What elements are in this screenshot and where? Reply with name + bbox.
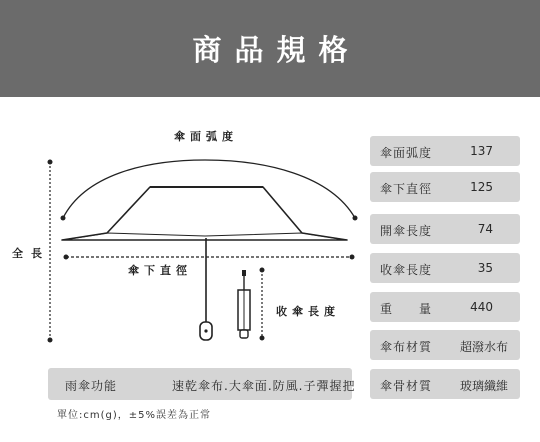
spec-label: 開傘長度 [380,224,433,238]
spec-row-canopy-material [370,330,520,360]
features-box [48,368,356,400]
page-title: 商品規格 [192,33,361,67]
spec-label: 傘布材質 [380,340,433,354]
features-value: 速乾傘布.大傘面.防風.子彈握把 [172,379,356,393]
total-length-label: 全長 [12,247,50,260]
under-diameter-label: 傘下直徑 [128,264,192,277]
spec-row-open-length [370,214,520,244]
unit-note: 單位:cm(g)，±5%誤差為正常 [57,410,212,421]
spec-row-rib-material [370,369,520,399]
spec-row-weight [370,292,520,322]
spec-label: 收傘長度 [380,263,433,277]
spec-row-under-diameter [370,172,520,202]
spec-label: 傘骨材質 [380,379,433,393]
arc-dimension-dot-right [353,216,358,221]
header-banner [0,0,540,97]
spec-value: 玻璃纖維 [459,379,508,393]
folded-umbrella-tip [242,270,246,276]
spec-value: 74 [477,222,493,236]
spec-value: 440 [470,300,493,314]
spec-value: 35 [477,261,493,275]
folded-length-label: 收傘長度 [276,305,340,318]
arc-dimension-dot-left [61,216,66,221]
spec-label: 重 量 [380,302,433,316]
umbrella-canopy-icon [62,187,347,240]
spec-label: 傘下直徑 [380,182,433,196]
features-label: 雨傘功能 [65,379,118,393]
spec-value: 125 [470,180,493,194]
spec-value: 137 [470,144,493,158]
spec-row-arc [370,136,520,166]
spec-row-folded-length [370,253,520,283]
spec-value: 超潑水布 [459,340,508,354]
spec-label: 傘面弧度 [380,146,433,160]
arc-label: 傘面弧度 [174,130,238,143]
